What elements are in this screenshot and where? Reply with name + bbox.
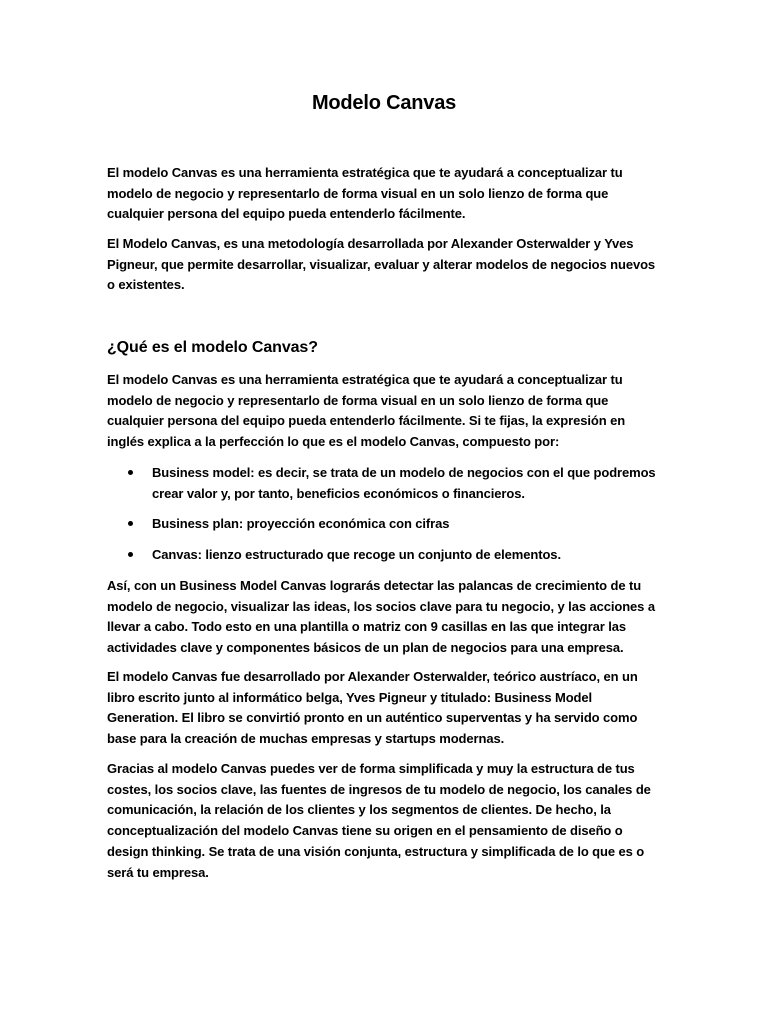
document-title: Modelo Canvas: [311, 92, 457, 114]
bullet-icon: [128, 521, 133, 526]
list-item-text: Business model: es decir, se trata de un modelo de negocios con el que podremos crear valor y, por tanto, beneficios económicos o financieros.: [152, 465, 656, 501]
bullet-icon: [128, 470, 133, 475]
list-item-text: Business plan: proyección económica con cifras: [152, 516, 450, 531]
body-paragraph-3: Gracias al modelo Canvas puedes ver de forma simplificada y muy la estructura de tus costes, los socios clave, las fuentes de ingresos de tu modelo de negocio, los canales de comunicación, la relación de los clientes y los segmentos de clientes. De hecho, la conceptualización del modelo Canvas tiene su origen en el pensamiento de diseño o design thinking. Se trata de una visión conjunta, estructura y simplificada de lo que es o será tu empresa.: [107, 761, 651, 880]
body-paragraph-1: Así, con un Business Model Canvas lograrás detectar las palancas de crecimiento de tu modelo de negocio, visualizar las ideas, los socios clave para tu negocio, y las acciones a llevar a cabo. Todo esto en una plantilla o matriz con 9 casillas en las que integrar las actividades clave y componentes básicos de un plan de negocios para una empresa.: [107, 578, 655, 656]
intro-paragraph-2: El Modelo Canvas, es una metodología desarrollada por Alexander Osterwalder y Yves Pigneur, que permite desarrollar, visualizar, evaluar y alterar modelos de negocios nuevos o existentes.: [107, 236, 656, 293]
section-heading: ¿Qué es el modelo Canvas?: [107, 339, 318, 356]
bullet-icon: [128, 552, 133, 557]
section-lead-paragraph: El modelo Canvas es una herramienta estratégica que te ayudará a conceptualizar tu modelo de negocio y representarlo de forma visual en un solo lienzo de forma que cualquier persona del equipo pueda entenderlo fácilmente. Si te fijas, la expresión en inglés explica a la perfección lo que es el modelo Canvas, compuesto por:: [107, 372, 626, 450]
list-item-text: Canvas: lienzo estructurado que recoge un conjunto de elementos.: [152, 547, 561, 562]
intro-paragraph-1: El modelo Canvas es una herramienta estratégica que te ayudará a conceptualizar tu modelo de negocio y representarlo de forma visual en un solo lienzo de forma que cualquier persona del equipo pueda entenderlo fácilmente.: [107, 165, 623, 222]
body-paragraph-2: El modelo Canvas fue desarrollado por Alexander Osterwalder, teórico austríaco, en un libro escrito junto al informático belga, Yves Pigneur y titulado: Business Model Generation. El libro se convirtió pronto en un auténtico superventas y ha servido como base para la creación de muchas empresas y startups modernas.: [107, 669, 638, 747]
